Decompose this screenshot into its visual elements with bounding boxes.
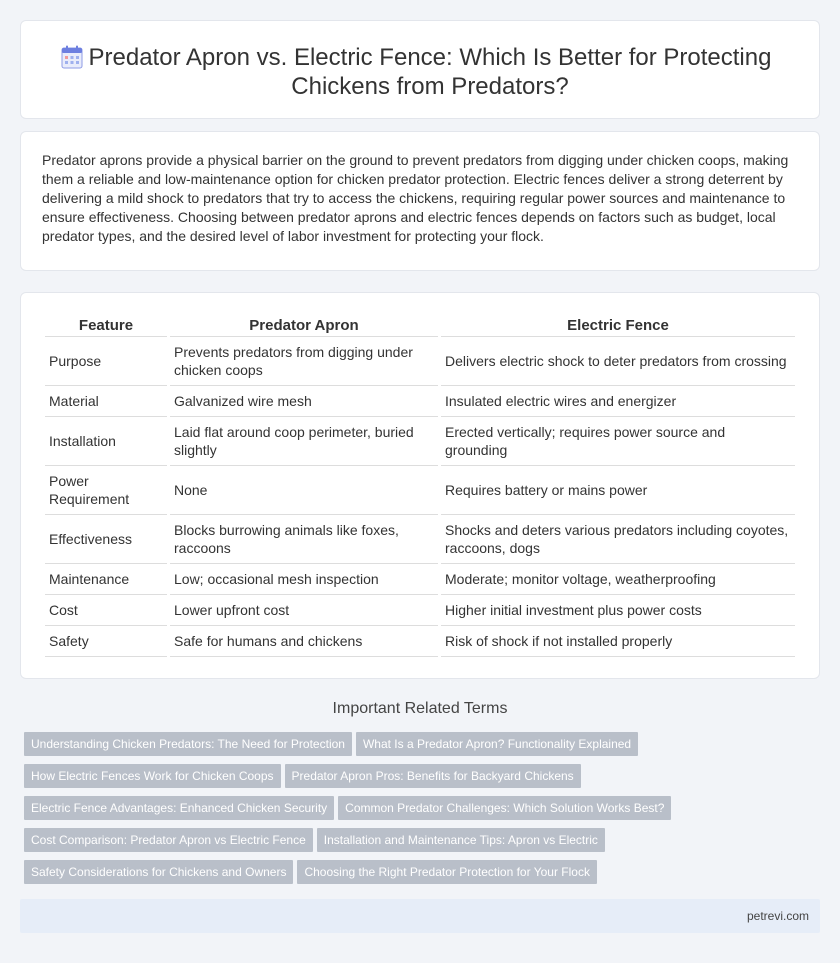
related-tag-link[interactable]: Cost Comparison: Predator Apron vs Electric Fence — [24, 828, 313, 852]
row-fence-value: Insulated electric wires and energizer — [441, 386, 795, 417]
related-tag-link[interactable]: How Electric Fences Work for Chicken Coops — [24, 764, 281, 788]
footer-bar — [20, 899, 820, 933]
related-tag-link[interactable]: Safety Considerations for Chickens and Owners — [24, 860, 293, 884]
row-feature: Installation — [45, 417, 167, 466]
row-feature: Safety — [45, 626, 167, 657]
related-tag-link[interactable]: Predator Apron Pros: Benefits for Backyard Chickens — [285, 764, 581, 788]
table-header-row — [45, 315, 795, 337]
row-feature: Purpose — [45, 337, 167, 386]
row-fence-value: Erected vertically; requires power source and grounding — [441, 417, 795, 466]
related-tag-link[interactable]: Electric Fence Advantages: Enhanced Chicken Security — [24, 796, 334, 820]
row-apron-value: Blocks burrowing animals like foxes, raccoons — [170, 515, 438, 564]
related-terms-section — [20, 700, 820, 892]
row-feature: Maintenance — [45, 564, 167, 595]
table-row — [45, 466, 795, 515]
table-row — [45, 417, 795, 466]
row-feature: Power Requirement — [45, 466, 167, 515]
row-apron-value: Galvanized wire mesh — [170, 386, 438, 417]
row-apron-value: Low; occasional mesh inspection — [170, 564, 438, 595]
page-title: Predator Apron vs. Electric Fence: Which Is Better for Protecting Chickens from Predators? — [88, 44, 772, 100]
related-tag-link[interactable]: Choosing the Right Predator Protection for Your Flock — [297, 860, 597, 884]
table-row — [45, 386, 795, 417]
row-fence-value: Delivers electric shock to deter predators from crossing — [441, 337, 795, 386]
comparison-table — [42, 315, 798, 657]
row-apron-value: None — [170, 466, 438, 515]
table-row — [45, 595, 795, 626]
row-apron-value: Prevents predators from digging under chicken coops — [170, 337, 438, 386]
header-electric-fence: Electric Fence — [441, 315, 795, 337]
row-apron-value: Safe for humans and chickens — [170, 626, 438, 657]
row-fence-value: Higher initial investment plus power costs — [441, 595, 795, 626]
row-feature: Material — [45, 386, 167, 417]
related-terms-heading: Important Related Terms — [332, 700, 508, 717]
row-apron-value: Lower upfront cost — [170, 595, 438, 626]
row-feature: Effectiveness — [45, 515, 167, 564]
intro-card — [20, 131, 820, 271]
row-feature: Cost — [45, 595, 167, 626]
row-apron-value: Laid flat around coop perimeter, buried slightly — [170, 417, 438, 466]
related-tag-link[interactable]: Common Predator Challenges: Which Solution Works Best? — [338, 796, 671, 820]
footer-site-link[interactable]: petrevi.com — [746, 909, 809, 923]
title-card — [20, 20, 820, 119]
related-tags — [20, 732, 820, 892]
table-row — [45, 564, 795, 595]
header-feature: Feature — [45, 315, 167, 337]
comparison-table-card — [20, 292, 820, 679]
row-fence-value: Shocks and deters various predators including coyotes, raccoons, dogs — [441, 515, 795, 564]
table-row — [45, 515, 795, 564]
related-tag-link[interactable]: Installation and Maintenance Tips: Apron vs Electric — [317, 828, 605, 852]
row-fence-value: Moderate; monitor voltage, weatherproofing — [441, 564, 795, 595]
table-row — [45, 337, 795, 386]
row-fence-value: Risk of shock if not installed properly — [441, 626, 795, 657]
row-fence-value: Requires battery or mains power — [441, 466, 795, 515]
related-tag-link[interactable]: Understanding Chicken Predators: The Need for Protection — [24, 732, 352, 756]
intro-paragraph: Predator aprons provide a physical barrier on the ground to prevent predators from digging under chicken coops, making them a reliable and low-maintenance option for chicken predator protection. Electric fences deliver a strong deterrent by delivering a mild shock to predators that try to access the chickens, requiring regular power sources and maintenance to ensure effectiveness. Choosing between predator aprons and electric fences depends on factors such as budget, local predator types, and the desired level of labor investment for protecting your flock. — [42, 152, 789, 244]
related-tag-link[interactable]: What Is a Predator Apron? Functionality Explained — [356, 732, 638, 756]
table-row — [45, 626, 795, 657]
header-predator-apron: Predator Apron — [170, 315, 438, 337]
